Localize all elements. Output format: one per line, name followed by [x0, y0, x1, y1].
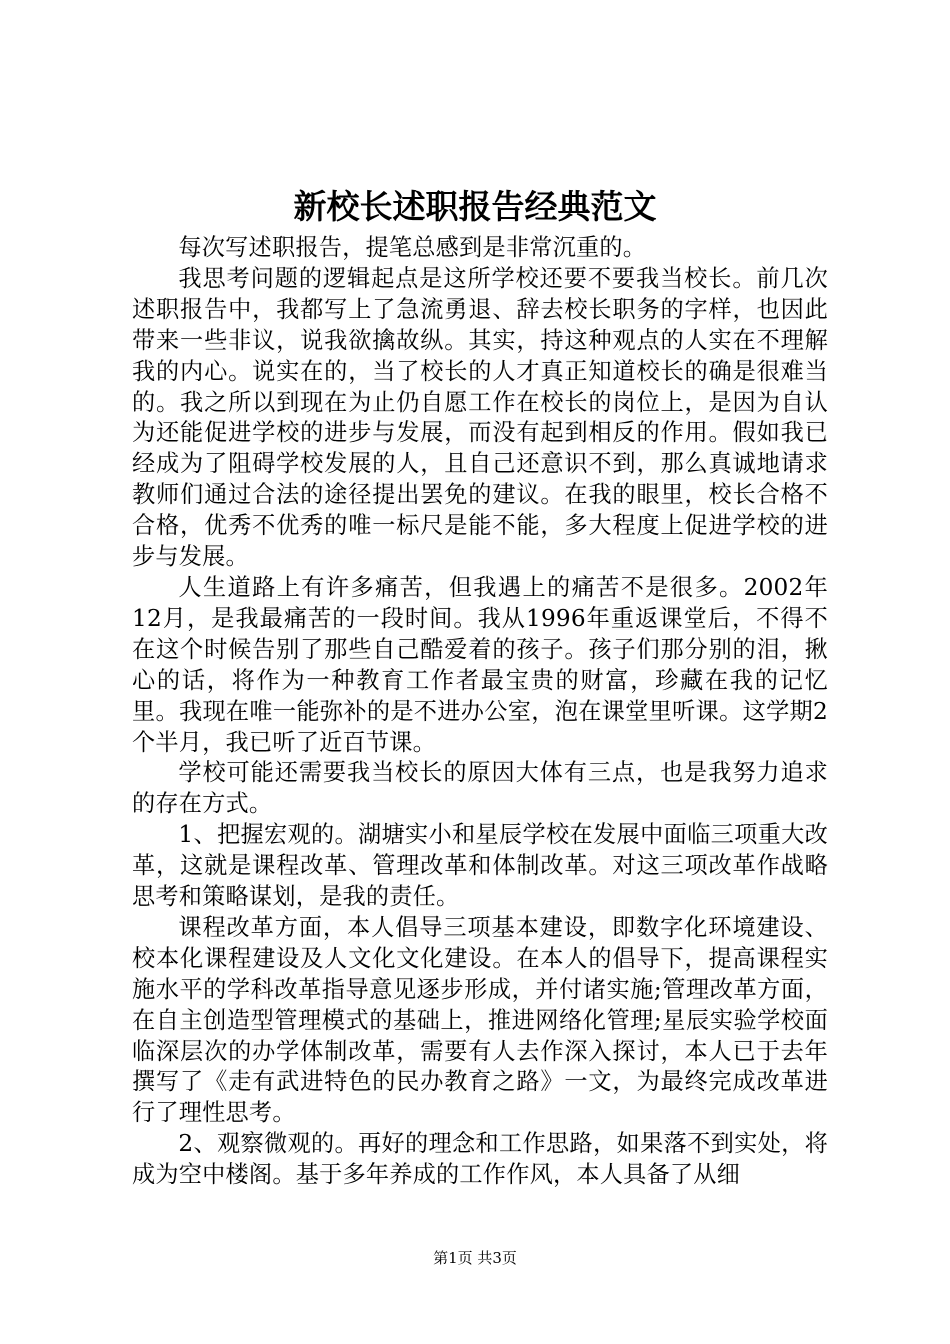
- document-body: [132, 233, 828, 1191]
- paragraph: 每次写述职报告，提笔总感到是非常沉重的。: [178, 234, 647, 261]
- paragraph: 学校可能还需要我当校长的原因大体有三点，也是我努力追求的存在方式。: [132, 759, 828, 818]
- paragraph: 我思考问题的逻辑起点是这所学校还要不要我当校长。前几次述职报告中，我都写上了急流勇退、辞去校长职务的字样，也因此带来一些非议，说我欲擒故纵。其实，持这种观点的人实在不理解我的内心。说实在的，当了校长的人才真正知道校长的确是很难当的。我之所以到现在为止仍自愿工作在校长的岗位上，是因为自认为还能促进学校的进步与发展，而没有起到相反的作用。假如我已经成为了阻碍学校发展的人，且自己还意识不到，那么真诚地请求教师们通过合法的途径提出罢免的建议。在我的眼里，校长合格不合格，优秀不优秀的唯一标尺是能不能，多大程度上促进学校的进步与发展。: [132, 264, 828, 571]
- paragraph: 1、把握宏观的。湖塘实小和星辰学校在发展中面临三项重大改革，这就是课程改革、管理改革和体制改革。对这三项改革作战略思考和策略谋划，是我的责任。: [132, 821, 828, 911]
- paragraph: 人生道路上有许多痛苦，但我遇上的痛苦不是很多。2002年12月，是我最痛苦的一段时间。我从1996年重返课堂后，不得不在这个时候告别了那些自己酷爱着的孩子。孩子们那分别的泪，揪心的话，将作为一种教育工作者最宝贵的财富，珍藏在我的记忆里。我现在唯一能弥补的是不进办公室，泡在课堂里听课。这学期2个半月，我已听了近百节课。: [132, 573, 828, 756]
- paragraph: 2、观察微观的。再好的理念和工作思路，如果落不到实处，将成为空中楼阁。基于多年养成的工作作风，本人具备了从细: [132, 1130, 828, 1189]
- paragraph: 课程改革方面，本人倡导三项基本建设，即数字化环境建设、校本化课程建设及人文化文化建设。在本人的倡导下，提高课程实施水平的学科改革指导意见逐步形成，并付诸实施;管理改革方面，在自主创造型管理模式的基础上，推进网络化管理;星辰实验学校面临深层次的办学体制改革，需要有人去作深入探讨，本人已于去年撰写了《走有武进特色的民办教育之路》一文，为最终完成改革进行了理性思考。: [132, 913, 828, 1127]
- page-footer: 第1页 共3页: [433, 1249, 517, 1267]
- document-title: 新校长述职报告经典范文: [293, 187, 657, 226]
